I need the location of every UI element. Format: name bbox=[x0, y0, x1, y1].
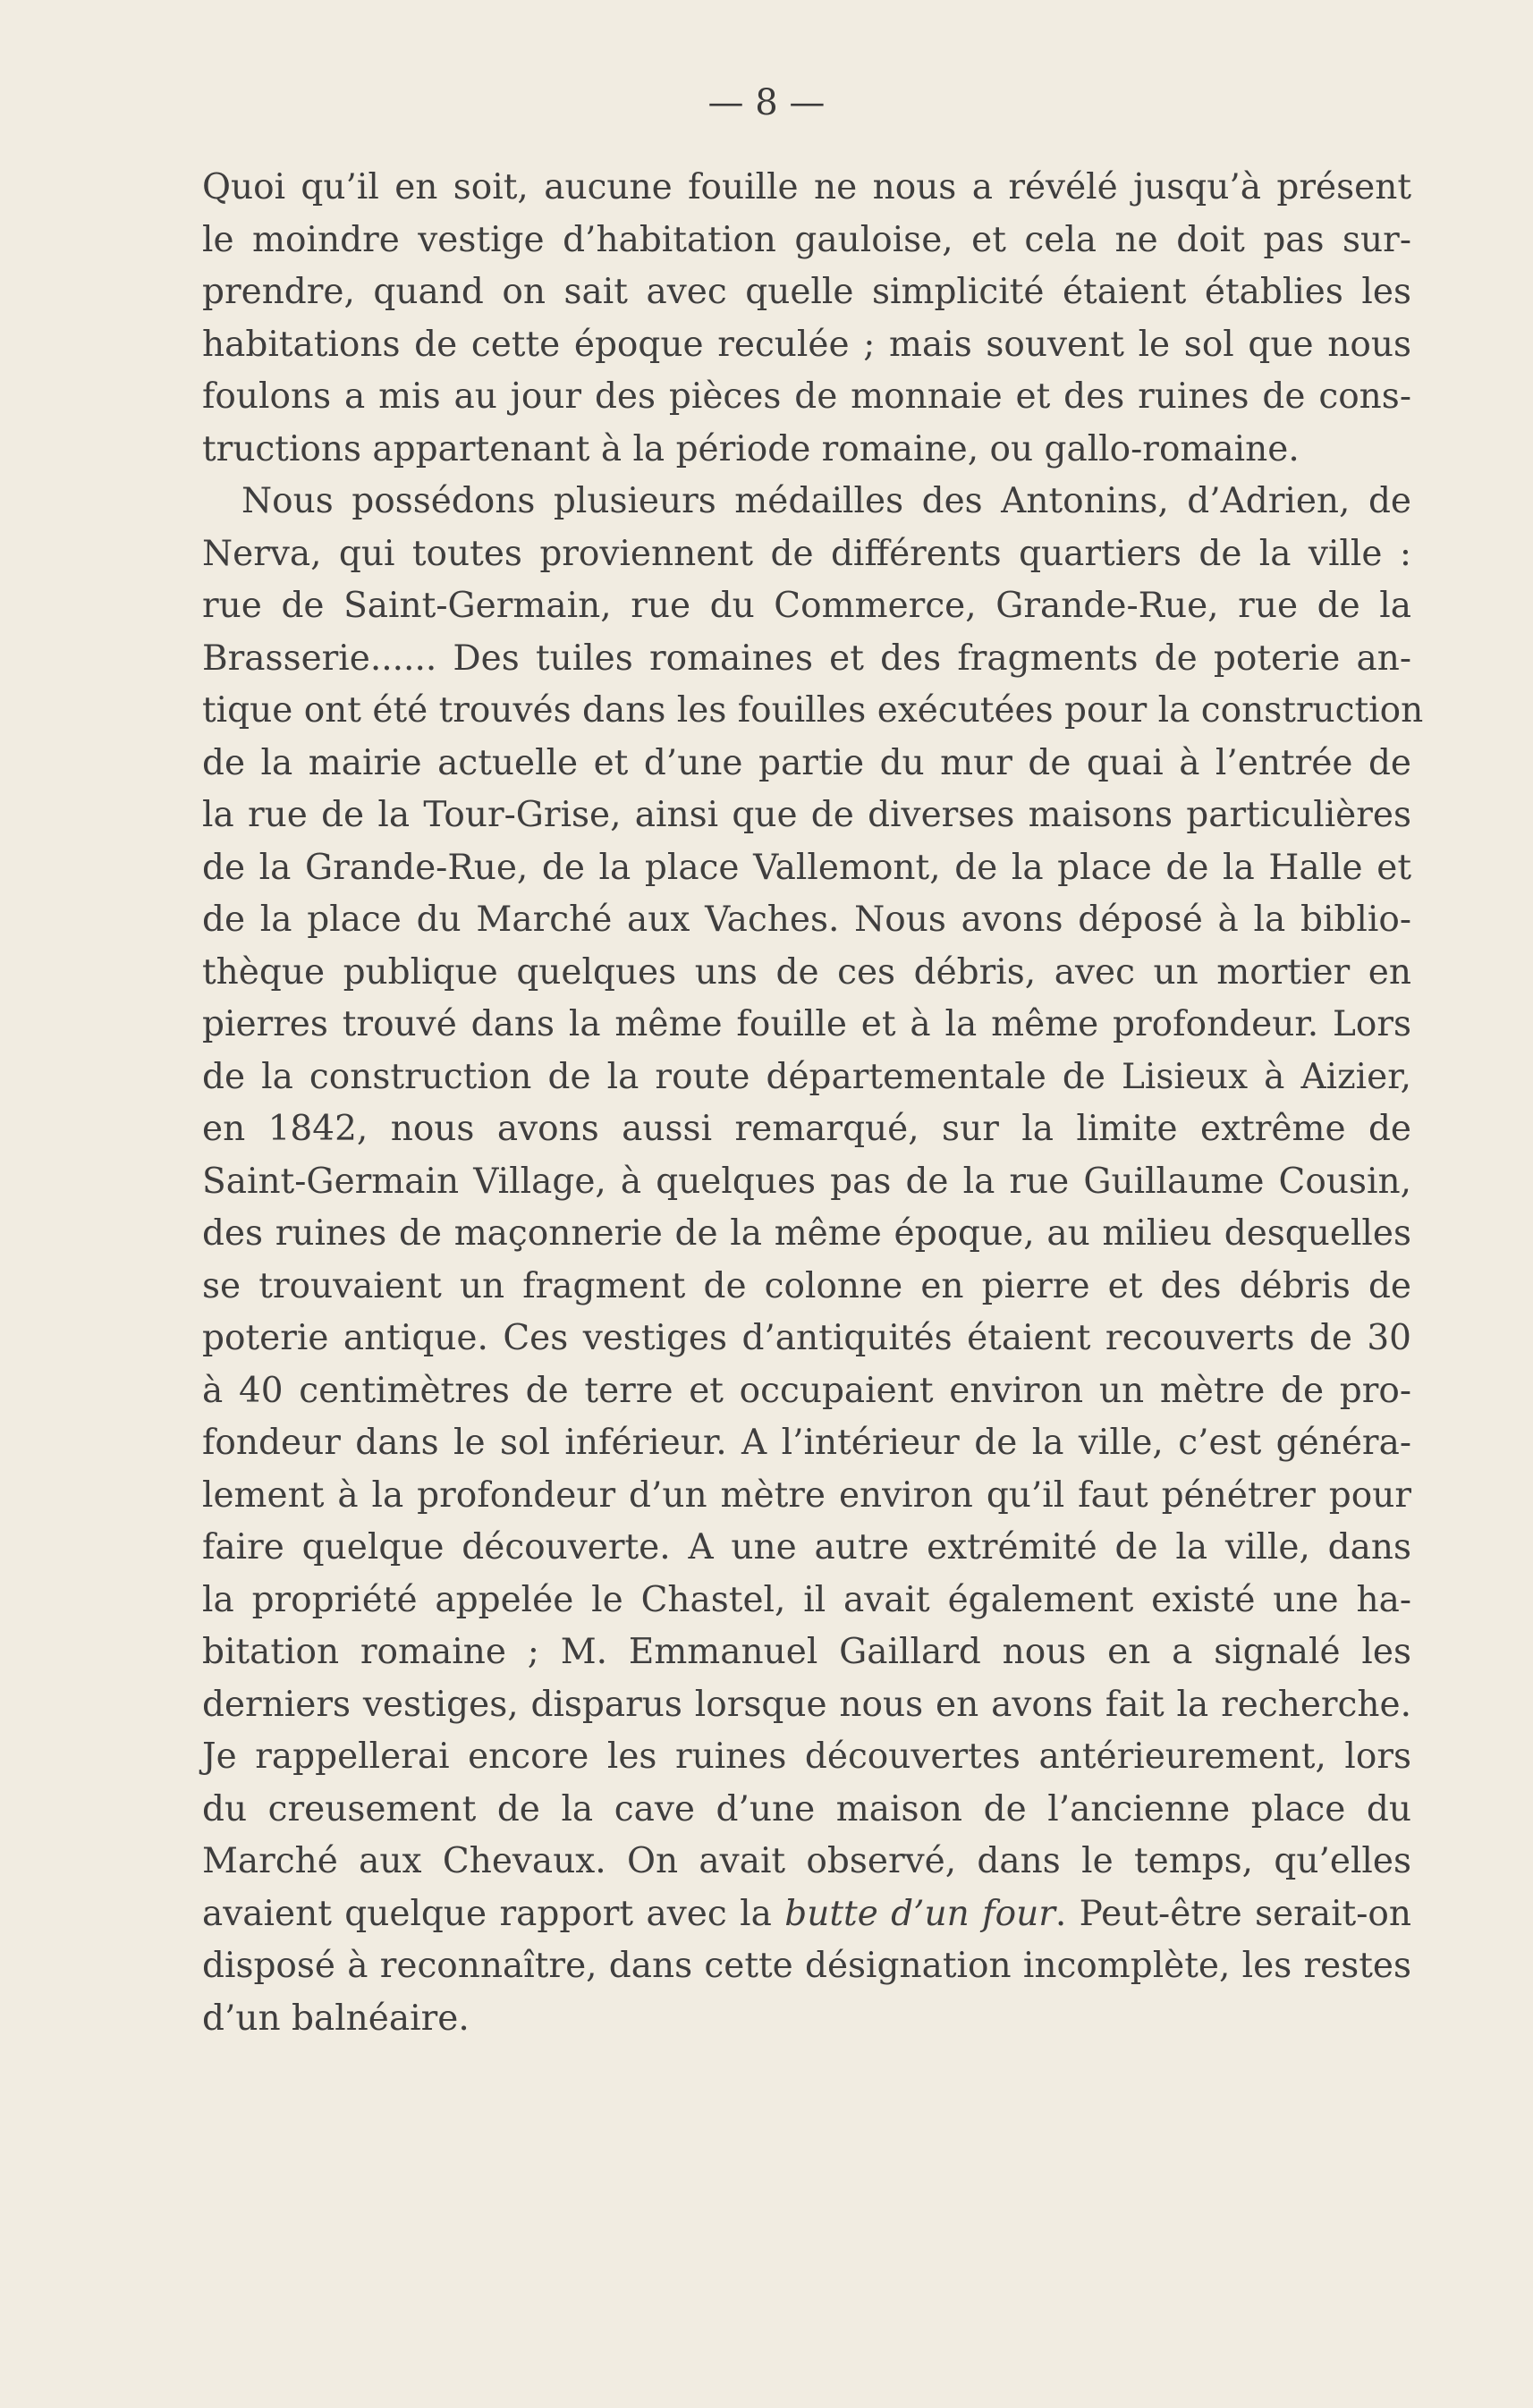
paragraph-start-line: Nous possédons plusieurs médailles des Antonins, d’Adrien, de bbox=[241, 481, 1411, 521]
text-line: faire quelque découverte. A une autre extrémité de la ville, dans bbox=[202, 1527, 1411, 1567]
text-line: de la Grande-Rue, de la place Vallemont, de la place de la Halle et bbox=[202, 847, 1411, 888]
text-line: tructions appartenant à la période romaine, ou gallo-romaine. bbox=[202, 428, 1300, 469]
text-line: disposé à reconnaître, dans cette désignation incomplète, les restes bbox=[202, 1946, 1411, 1986]
text-line: Saint-Germain Village, à quelques pas de la rue Guillaume Cousin, bbox=[202, 1161, 1411, 1202]
text-line: lement à la profondeur d’un mètre environ qu’il faut pénétrer pour bbox=[202, 1474, 1411, 1516]
text-line: derniers vestiges, disparus lorsque nous en avons fait la recherche. bbox=[202, 1684, 1411, 1725]
text-line-with-italic bbox=[202, 1888, 1411, 1941]
text-line: à 40 centimètres de terre et occupaient environ un mètre de pro- bbox=[202, 1370, 1411, 1411]
page-number: — 8 — bbox=[707, 82, 826, 123]
text-line: la rue de la Tour-Grise, ainsi que de diverses maisons particulières bbox=[202, 795, 1411, 835]
italic-phrase: butte d’un four bbox=[784, 1893, 1055, 1934]
text-line: foulons a mis au jour des pièces de monnaie et des ruines de cons- bbox=[202, 376, 1411, 417]
text-line-final: d’un balnéaire. bbox=[202, 1998, 470, 2039]
text-line: la propriété appelée le Chastel, il avait également existé une ha- bbox=[202, 1579, 1411, 1620]
text-line: des ruines de maçonnerie de la même époque, au milieu desquelles bbox=[202, 1213, 1411, 1254]
line-after-italic: . Peut-être serait-on bbox=[1054, 1893, 1411, 1934]
text-line: Nerva, qui toutes proviennent de différents quartiers de la ville : bbox=[202, 533, 1411, 574]
text-line: du creusement de la cave d’une maison de l’ancienne place du bbox=[202, 1788, 1411, 1829]
text-line: rue de Saint-Germain, rue du Commerce, Grande-Rue, rue de la bbox=[202, 586, 1411, 626]
body-text bbox=[202, 162, 1424, 2045]
text-line: se trouvaient un fragment de colonne en pierre et des débris de bbox=[202, 1265, 1411, 1306]
text-line: habitations de cette époque reculée ; mais souvent le sol que nous bbox=[202, 324, 1411, 365]
text-line: thèque publique quelques uns de ces débris, avec un mortier en bbox=[202, 951, 1411, 993]
text-line: Je rappellerai encore les ruines découvertes antérieurement, lors bbox=[202, 1736, 1411, 1777]
text-line: le moindre vestige d’habitation gauloise, et cela ne doit pas sur- bbox=[202, 219, 1411, 260]
text-line: poterie antique. Ces vestiges d’antiquités étaient recouverts de 30 bbox=[202, 1318, 1411, 1358]
line-before-italic: avaient quelque rapport avec la bbox=[202, 1893, 772, 1934]
text-line: de la construction de la route départementale de Lisieux à Aizier, bbox=[202, 1056, 1411, 1097]
text-line: Marché aux Chevaux. On avait observé, dans le temps, qu’elles bbox=[202, 1841, 1411, 1881]
text-line: fondeur dans le sol inférieur. A l’intérieur de la ville, c’est généra- bbox=[202, 1423, 1411, 1463]
text-line: Quoi qu’il en soit, aucune fouille ne nous a révélé jusqu’à présent bbox=[202, 167, 1411, 207]
text-line: prendre, quand on sait avec quelle simplicité étaient établies les bbox=[202, 272, 1411, 312]
text-line: tique ont été trouvés dans les fouilles exécutées pour la construction bbox=[202, 690, 1424, 731]
text-line: de la place du Marché aux Vaches. Nous avons déposé à la biblio- bbox=[202, 900, 1411, 940]
text-line: en 1842, nous avons aussi remarqué, sur la limite extrême de bbox=[202, 1109, 1411, 1149]
text-line: Brasserie...... Des tuiles romaines et des fragments de poterie an- bbox=[202, 638, 1411, 679]
text-line: de la mairie actuelle et d’une partie du mur de quai à l’entrée de bbox=[202, 742, 1411, 783]
text-line: bitation romaine ; M. Emmanuel Gaillard nous en a signalé les bbox=[202, 1632, 1411, 1672]
text-line: pierres trouvé dans la même fouille et à la même profondeur. Lors bbox=[202, 1004, 1411, 1044]
